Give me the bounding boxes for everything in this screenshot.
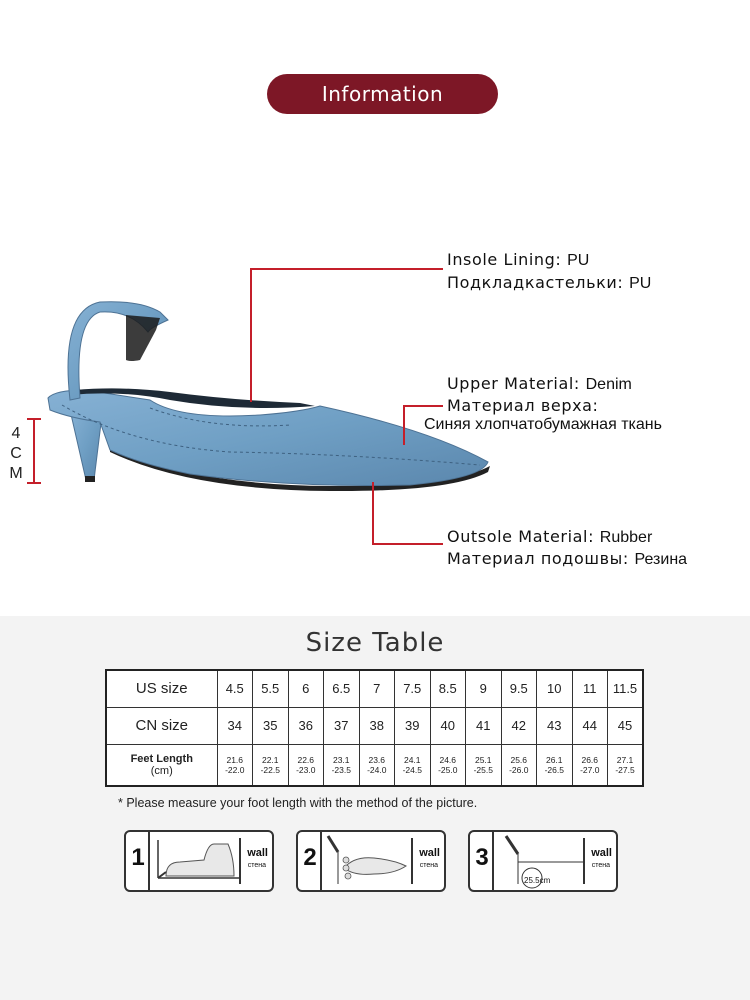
feet-length-header: Feet Length (cm) bbox=[106, 744, 217, 786]
step-number-box bbox=[126, 832, 150, 890]
outsole-label: Outsole Material: Rubber bbox=[447, 527, 653, 546]
table-cell: 26.6 -27.0 bbox=[572, 744, 608, 786]
step-number: 1 bbox=[131, 844, 145, 871]
table-cell: 42 bbox=[501, 707, 537, 744]
insole-label: Insole Lining: PU bbox=[447, 250, 590, 269]
table-cell: 24.1 -24.5 bbox=[395, 744, 431, 786]
table-cell: 36 bbox=[288, 707, 324, 744]
table-cell: 43 bbox=[537, 707, 573, 744]
table-cell: 8.5 bbox=[430, 670, 466, 707]
outsole-label-ru: Материал подошвы: Резина bbox=[447, 549, 688, 568]
wall-label: wall bbox=[419, 847, 440, 859]
table-cell: 9 bbox=[466, 670, 502, 707]
information-header: Information bbox=[267, 74, 498, 114]
table-cell: 45 bbox=[608, 707, 644, 744]
table-cell: 9.5 bbox=[501, 670, 537, 707]
table-cell: 39 bbox=[395, 707, 431, 744]
table-cell: 21.6 -22.0 bbox=[217, 744, 253, 786]
table-cell: 5.5 bbox=[253, 670, 289, 707]
foot-side-icon bbox=[152, 832, 242, 890]
heel-height-top bbox=[27, 418, 41, 420]
step-number-box bbox=[470, 832, 494, 890]
heel-height-marker bbox=[33, 418, 35, 484]
table-cell: 7.5 bbox=[395, 670, 431, 707]
table-row-us bbox=[106, 670, 643, 707]
insole-leader-v bbox=[250, 268, 252, 402]
upper-label: Upper Material: Denim bbox=[447, 374, 632, 393]
outsole-leader-h bbox=[372, 543, 443, 545]
table-cell: 22.6 -23.0 bbox=[288, 744, 324, 786]
cn-size-header: CN size bbox=[106, 707, 217, 744]
measure-step-1 bbox=[124, 830, 274, 892]
table-cell: 38 bbox=[359, 707, 395, 744]
table-cell: 22.1 -22.5 bbox=[253, 744, 289, 786]
us-size-header: US size bbox=[106, 670, 217, 707]
wall-label-ru: стена bbox=[247, 862, 266, 869]
table-cell: 35 bbox=[253, 707, 289, 744]
wall-label: wall bbox=[247, 847, 268, 859]
table-cell: 41 bbox=[466, 707, 502, 744]
table-row-feet bbox=[106, 744, 643, 786]
table-cell: 10 bbox=[537, 670, 573, 707]
table-cell: 25.1 -25.5 bbox=[466, 744, 502, 786]
upper-leader-v bbox=[403, 405, 405, 445]
insole-label-ru: Подкладкастельки: PU bbox=[447, 273, 652, 292]
table-cell: 37 bbox=[324, 707, 360, 744]
step-number: 2 bbox=[303, 844, 317, 871]
table-cell: 11 bbox=[572, 670, 608, 707]
upper-value-ru: Синяя хлопчатобумажная ткань bbox=[424, 416, 662, 433]
table-cell: 27.1 -27.5 bbox=[608, 744, 644, 786]
wall-label-ru: стена bbox=[591, 862, 610, 869]
measure-note: * Please measure your foot length with the method of the picture. bbox=[118, 796, 478, 810]
insole-leader-h bbox=[250, 268, 443, 270]
heel-height-label: 4 C M bbox=[9, 425, 23, 482]
table-cell: 24.6 -25.0 bbox=[430, 744, 466, 786]
table-cell: 34 bbox=[217, 707, 253, 744]
step-number-box bbox=[298, 832, 322, 890]
table-row-cn bbox=[106, 707, 643, 744]
upper-leader-h bbox=[403, 405, 443, 407]
table-cell: 44 bbox=[572, 707, 608, 744]
measure-step-2 bbox=[296, 830, 446, 892]
table-cell: 6.5 bbox=[324, 670, 360, 707]
table-cell: 25.6 -26.0 bbox=[501, 744, 537, 786]
outsole-leader-v bbox=[372, 482, 374, 545]
table-cell: 26.1 -26.5 bbox=[537, 744, 573, 786]
wall-label-ru: стена bbox=[419, 862, 438, 869]
upper-label-ru: Материал верха: bbox=[447, 396, 599, 415]
wall-label: wall bbox=[591, 847, 612, 859]
foot-top-icon bbox=[324, 832, 414, 890]
table-cell: 4.5 bbox=[217, 670, 253, 707]
table-cell: 23.1 -23.5 bbox=[324, 744, 360, 786]
measure-value: 25.5cm bbox=[524, 876, 551, 885]
table-cell: 7 bbox=[359, 670, 395, 707]
measure-step-3 bbox=[468, 830, 618, 892]
table-cell: 23.6 -24.0 bbox=[359, 744, 395, 786]
shoe-illustration bbox=[30, 240, 510, 500]
step-number: 3 bbox=[475, 844, 489, 871]
heel-height-bottom bbox=[27, 482, 41, 484]
size-table bbox=[105, 669, 644, 787]
size-table-title: Size Table bbox=[305, 628, 445, 658]
table-cell: 40 bbox=[430, 707, 466, 744]
table-cell: 6 bbox=[288, 670, 324, 707]
table-cell: 11.5 bbox=[608, 670, 644, 707]
